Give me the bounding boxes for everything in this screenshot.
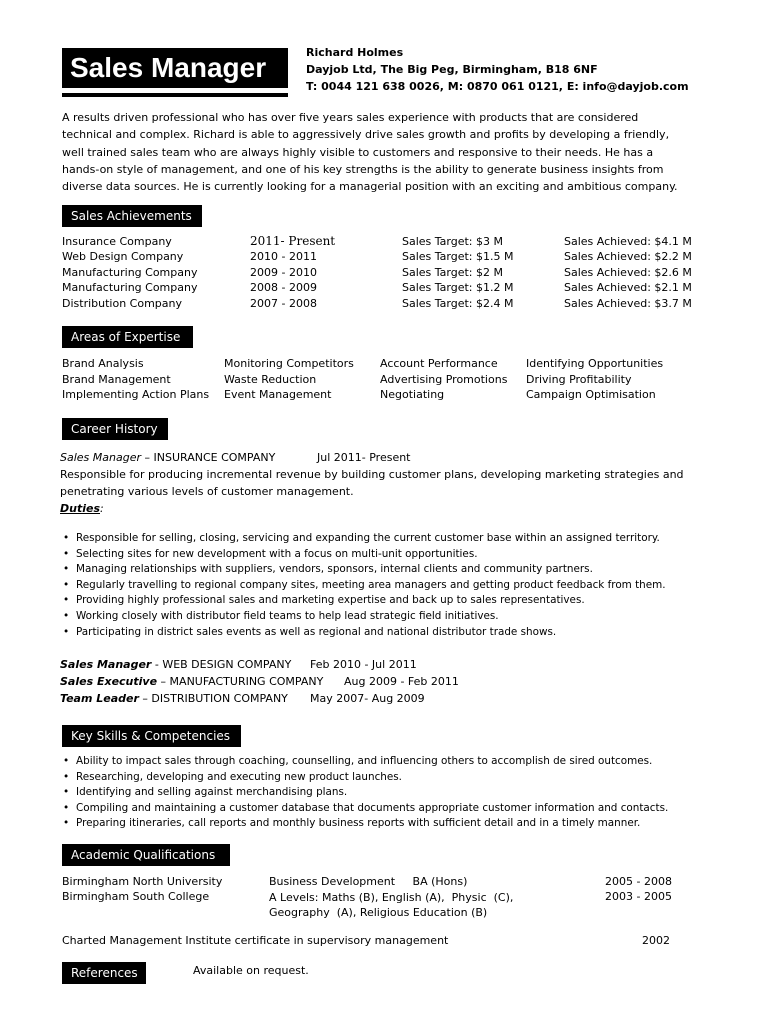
- list-item: • Researching, developing and executing new product launches.: [60, 770, 720, 786]
- target-cell: Sales Target: $3 M: [402, 235, 503, 248]
- expertise-item: Implementing Action Plans: [62, 388, 210, 402]
- years-cell: 2003 - 2005: [605, 890, 672, 903]
- expertise-item: Driving Profitability: [526, 372, 632, 386]
- subject-cell: Business Development BA (Hons): [269, 875, 468, 888]
- years-cell: 2005 - 2008: [605, 875, 672, 888]
- period-cell: 2007 - 2008: [250, 296, 317, 310]
- achieved-cell: Sales Achieved: $2.2 M: [564, 250, 692, 264]
- duties-list: [60, 531, 720, 640]
- expertise-item: Identifying Opportunities: [526, 357, 664, 370]
- list-item: • Preparing itineraries, call reports and monthly business reports with sufficient detail and in a timely manner.: [60, 816, 720, 832]
- period-cell: 2008 - 2009: [250, 281, 317, 295]
- job-company: MANUFACTURING COMPANY: [169, 675, 324, 688]
- expertise-item: Waste Reduction: [224, 372, 317, 386]
- section-heading-key-skills: Key Skills & Competencies: [62, 725, 241, 747]
- contact-block: [306, 44, 689, 95]
- table-row: [62, 265, 702, 280]
- list-item: • Working closely with distributor field teams to help lead strategic field initiatives.: [60, 609, 720, 625]
- job-role: Sales Manager: [60, 451, 141, 464]
- contact-address: Dayjob Ltd, The Big Peg, Birmingham, B18 6NF: [306, 63, 598, 76]
- list-item: • Providing highly professional sales and marketing expertise and back up to sales representatives.: [60, 593, 720, 609]
- certificate-text: Charted Management Institute certificate in supervisory management: [62, 934, 449, 947]
- section-heading-academic-qualifications: Academic Qualifications: [62, 844, 230, 866]
- expertise-item: Account Performance: [380, 357, 498, 370]
- list-item: • Selecting sites for new development with a focus on multi-unit opportunities.: [60, 547, 720, 563]
- list-item: • Ability to impact sales through coaching, counselling, and influencing others to accomplish de sired outcomes.: [60, 754, 720, 770]
- job-separator: –: [157, 675, 170, 688]
- job-dates: Jul 2011- Present: [317, 451, 411, 464]
- expertise-item: Advertising Promotions: [380, 372, 508, 386]
- period-cell: 2010 - 2011: [250, 250, 317, 264]
- subject-cell: A Levels: Maths (B), English (A), Physic (C), Geography (A), Religious Education (B): [269, 891, 521, 919]
- job-separator: –: [141, 451, 154, 464]
- career-current-role: [60, 449, 710, 517]
- job-line: [60, 449, 710, 466]
- list-item: [62, 372, 702, 388]
- period-cell: 2009 - 2010: [250, 265, 317, 279]
- list-item: • Responsible for selling, closing, servicing and expanding the current customer base within an assigned territory.: [60, 531, 720, 547]
- section-heading-areas-of-expertise: Areas of Expertise: [62, 326, 193, 348]
- job-dates: May 2007- Aug 2009: [310, 692, 425, 705]
- section-heading-career-history: Career History: [62, 418, 168, 440]
- page-title: Sales Manager: [62, 48, 288, 88]
- academic-table: [62, 875, 702, 923]
- job-dates: Aug 2009 - Feb 2011: [344, 675, 459, 688]
- expertise-grid: [62, 356, 702, 403]
- achieved-cell: Sales Achieved: $2.1 M: [564, 281, 692, 295]
- achieved-cell: Sales Achieved: $2.6 M: [564, 265, 692, 279]
- company-cell: Distribution Company: [62, 296, 183, 310]
- job-role: Sales Manager: [60, 658, 152, 671]
- expertise-item: Brand Analysis: [62, 357, 144, 370]
- achieved-cell: Sales Achieved: $4.1 M: [564, 235, 692, 248]
- list-item: [62, 387, 702, 403]
- references-text: Available on request.: [193, 964, 309, 977]
- expertise-item: Event Management: [224, 388, 332, 402]
- section-heading-sales-achievements: Sales Achievements: [62, 205, 202, 227]
- table-row: [62, 234, 702, 249]
- job-dates: Feb 2010 - Jul 2011: [310, 658, 417, 671]
- duties-label-text: Duties: [60, 502, 100, 515]
- target-cell: Sales Target: $1.2 M: [402, 281, 514, 295]
- table-row: [62, 280, 702, 295]
- expertise-item: Monitoring Competitors: [224, 357, 354, 370]
- sales-achievements-table: [62, 234, 702, 311]
- job-role: Team Leader: [60, 692, 139, 705]
- company-cell: Manufacturing Company: [62, 281, 198, 295]
- duties-label: [60, 500, 710, 517]
- expertise-item: Negotiating: [380, 388, 445, 402]
- previous-roles: [60, 656, 720, 707]
- company-cell: Web Design Company: [62, 250, 184, 264]
- target-cell: Sales Target: $2 M: [402, 265, 503, 279]
- list-item: • Identifying and selling against merchandising plans.: [60, 785, 720, 801]
- skills-list: [60, 754, 720, 832]
- list-item: [62, 356, 702, 372]
- list-item: • Participating in district sales events as well as regional and national distributor trade shows.: [60, 625, 720, 641]
- job-company: WEB DESIGN COMPANY: [162, 658, 292, 671]
- expertise-item: Brand Management: [62, 372, 171, 386]
- table-row: [62, 249, 702, 264]
- company-cell: Insurance Company: [62, 235, 172, 248]
- list-item: • Compiling and maintaining a customer database that documents appropriate customer information and contacts.: [60, 801, 720, 817]
- school-cell: Birmingham South College: [62, 890, 210, 903]
- profile-summary: A results driven professional who has over five years sales experience with products that are considered technical and complex. Richard is able to aggressively drive sales growth and profits by developing a friendly, well trained sales team who are always highly visible to customers and responsive to their needs. He has a hands-on style of management, and one of his key strengths is the ability to generate business insights from diverse data sources. He is currently looking for a managerial position with an exciting and ambitious company.: [62, 111, 678, 194]
- job-line: [60, 673, 720, 690]
- expertise-item: Campaign Optimisation: [526, 388, 656, 402]
- title-underline: [62, 93, 288, 97]
- certificate-year: 2002: [642, 934, 670, 947]
- list-item: • Regularly travelling to regional company sites, meeting area managers and getting product feedback from them.: [60, 578, 720, 594]
- job-company: DISTRIBUTION COMPANY: [151, 692, 288, 705]
- job-description: Responsible for producing incremental revenue by building customer plans, developing marketing strategies and penetrating various levels of customer management.: [60, 468, 684, 498]
- period-cell: 2011- Present: [250, 234, 336, 248]
- job-role: Sales Executive: [60, 675, 158, 688]
- job-line: [60, 656, 720, 673]
- target-cell: Sales Target: $1.5 M: [402, 250, 514, 264]
- contact-name: Richard Holmes: [306, 46, 404, 59]
- list-item: • Managing relationships with suppliers, vendors, sponsors, internal clients and community partners.: [60, 562, 720, 578]
- school-cell: Birmingham North University: [62, 875, 223, 888]
- job-separator: –: [138, 692, 152, 705]
- job-line: [60, 690, 720, 707]
- duties-label-colon: :: [100, 502, 104, 515]
- job-separator: -: [151, 658, 163, 671]
- contact-phone: T: 0044 121 638 0026, M: 0870 061 0121, E: info@dayjob.com: [306, 80, 689, 93]
- job-company: INSURANCE COMPANY: [153, 451, 276, 464]
- company-cell: Manufacturing Company: [62, 265, 198, 279]
- achieved-cell: Sales Achieved: $3.7 M: [564, 296, 692, 310]
- certificate-row: [62, 934, 702, 950]
- section-heading-references: References: [62, 962, 146, 984]
- target-cell: Sales Target: $2.4 M: [402, 296, 514, 310]
- table-row: [62, 296, 702, 311]
